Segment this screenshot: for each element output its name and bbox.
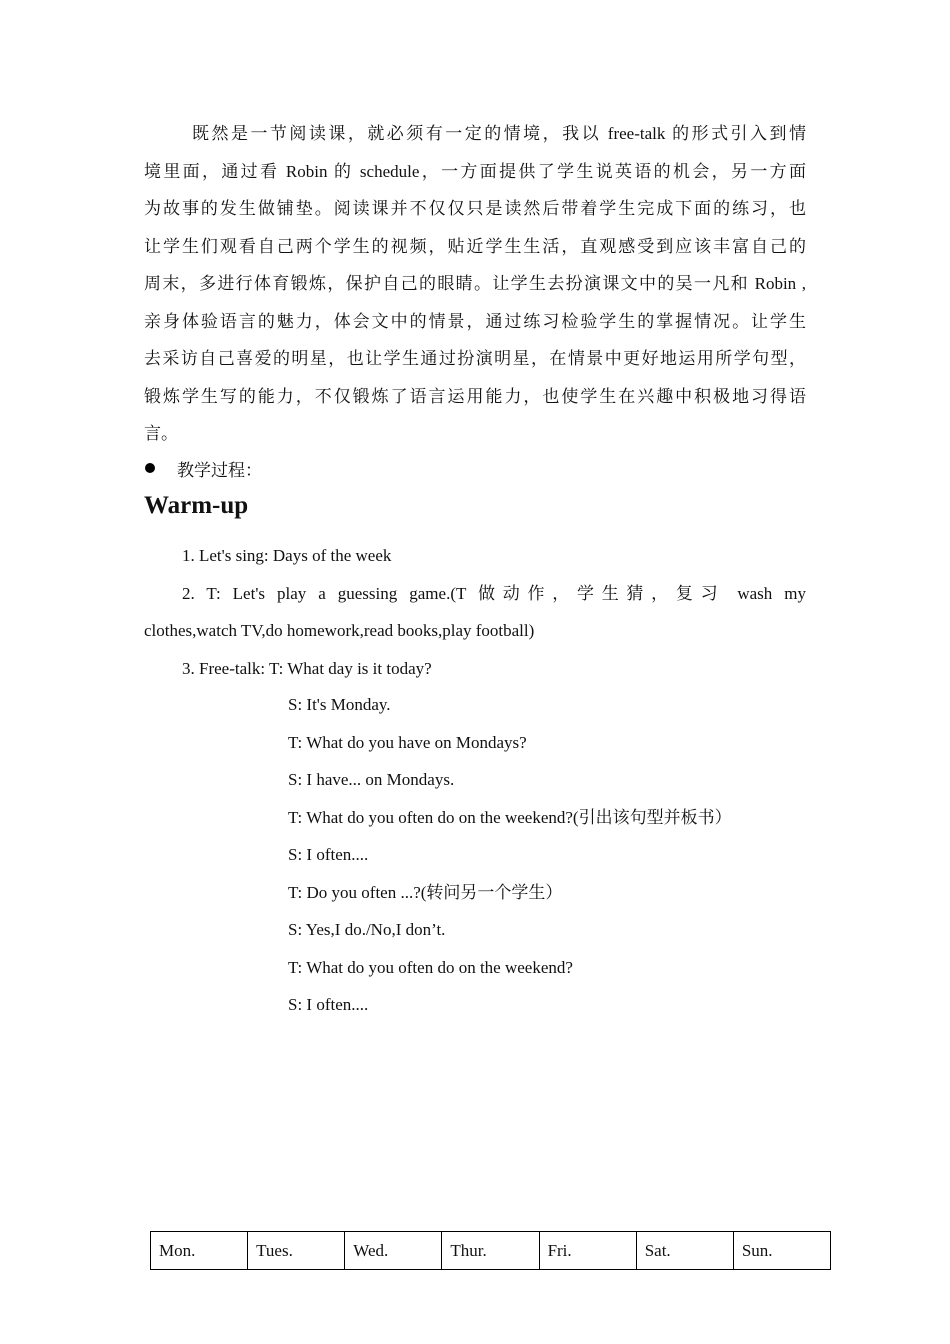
intro-line: 既然是一节阅读课，就必须有一定的情境，我以 free-talk 的形式引入到情 bbox=[192, 124, 806, 143]
dialog-line: T: What do you have on Mondays? bbox=[288, 732, 527, 752]
table-cell: Sat. bbox=[636, 1232, 733, 1270]
intro-line: 锻炼学生写的能力，不仅锻炼了语言运用能力，也使学生在兴趣中积极地习得语 bbox=[144, 386, 806, 406]
table-cell: Wed. bbox=[345, 1232, 442, 1270]
step-item: 3. Free-talk: T: What day is it today? bbox=[182, 658, 432, 678]
dialog-line: S: Yes,I do./No,I don’t. bbox=[288, 920, 446, 939]
intro-line: 境里面，通过看 Robin 的 schedule，一方面提供了学生说英语的机会，另一方面 bbox=[144, 161, 806, 181]
dialog-line: S: I often.... bbox=[288, 995, 369, 1014]
dialog-line: T: What do you often do on the weekend?(引出该句型并板书） bbox=[288, 807, 732, 827]
intro-paragraph bbox=[144, 115, 806, 453]
dialog-line: S: I often.... bbox=[288, 845, 369, 864]
bullet-icon bbox=[145, 463, 155, 473]
intro-line: 言。 bbox=[144, 424, 178, 443]
free-talk-dialog bbox=[288, 686, 732, 1024]
dialog-line: T: What do you often do on the weekend? bbox=[288, 957, 573, 977]
step-item: 1. Let's sing: Days of the week bbox=[182, 546, 392, 565]
intro-line: 让学生们观看自己两个学生的视频，贴近学生生活，直观感受到应该丰富自己的 bbox=[144, 236, 806, 256]
table-cell: Mon. bbox=[151, 1232, 248, 1270]
days-of-week-table bbox=[150, 1231, 831, 1270]
table-cell: Tues. bbox=[248, 1232, 345, 1270]
intro-line: 为故事的发生做铺垫。阅读课并不仅仅只是读然后带着学生完成下面的练习，也 bbox=[144, 199, 806, 218]
intro-line: 周末，多进行体育锻炼，保护自己的眼睛。让学生去扮演课文中的吴一凡和 Robin , bbox=[144, 274, 806, 293]
table-row bbox=[151, 1232, 831, 1270]
teaching-process-bullet bbox=[144, 453, 262, 483]
dialog-line: T: Do you often ...?(转问另一个学生） bbox=[288, 882, 563, 902]
section-heading: Warm-up bbox=[144, 492, 249, 519]
dialog-line: S: It's Monday. bbox=[288, 695, 391, 714]
bullet-label: 教学过程： bbox=[177, 460, 262, 481]
dialog-line: S: I have... on Mondays. bbox=[288, 770, 455, 789]
table-cell: Sun. bbox=[733, 1232, 830, 1270]
table-cell: Thur. bbox=[442, 1232, 539, 1270]
step-item: 2. T: Let's play a guessing game.(T 做动作，学生猜，复习 wash my bbox=[182, 583, 806, 603]
table-cell: Fri. bbox=[539, 1232, 636, 1270]
step-item-continuation: clothes,watch TV,do homework,read books,play football) bbox=[144, 621, 535, 640]
intro-line: 去采访自己喜爱的明星，也让学生通过扮演明星，在情景中更好地运用所学句型， bbox=[144, 349, 806, 368]
warmup-steps bbox=[144, 537, 806, 687]
intro-line: 亲身体验语言的魅力，体会文中的情景，通过练习检验学生的掌握情况。让学生 bbox=[144, 311, 806, 331]
